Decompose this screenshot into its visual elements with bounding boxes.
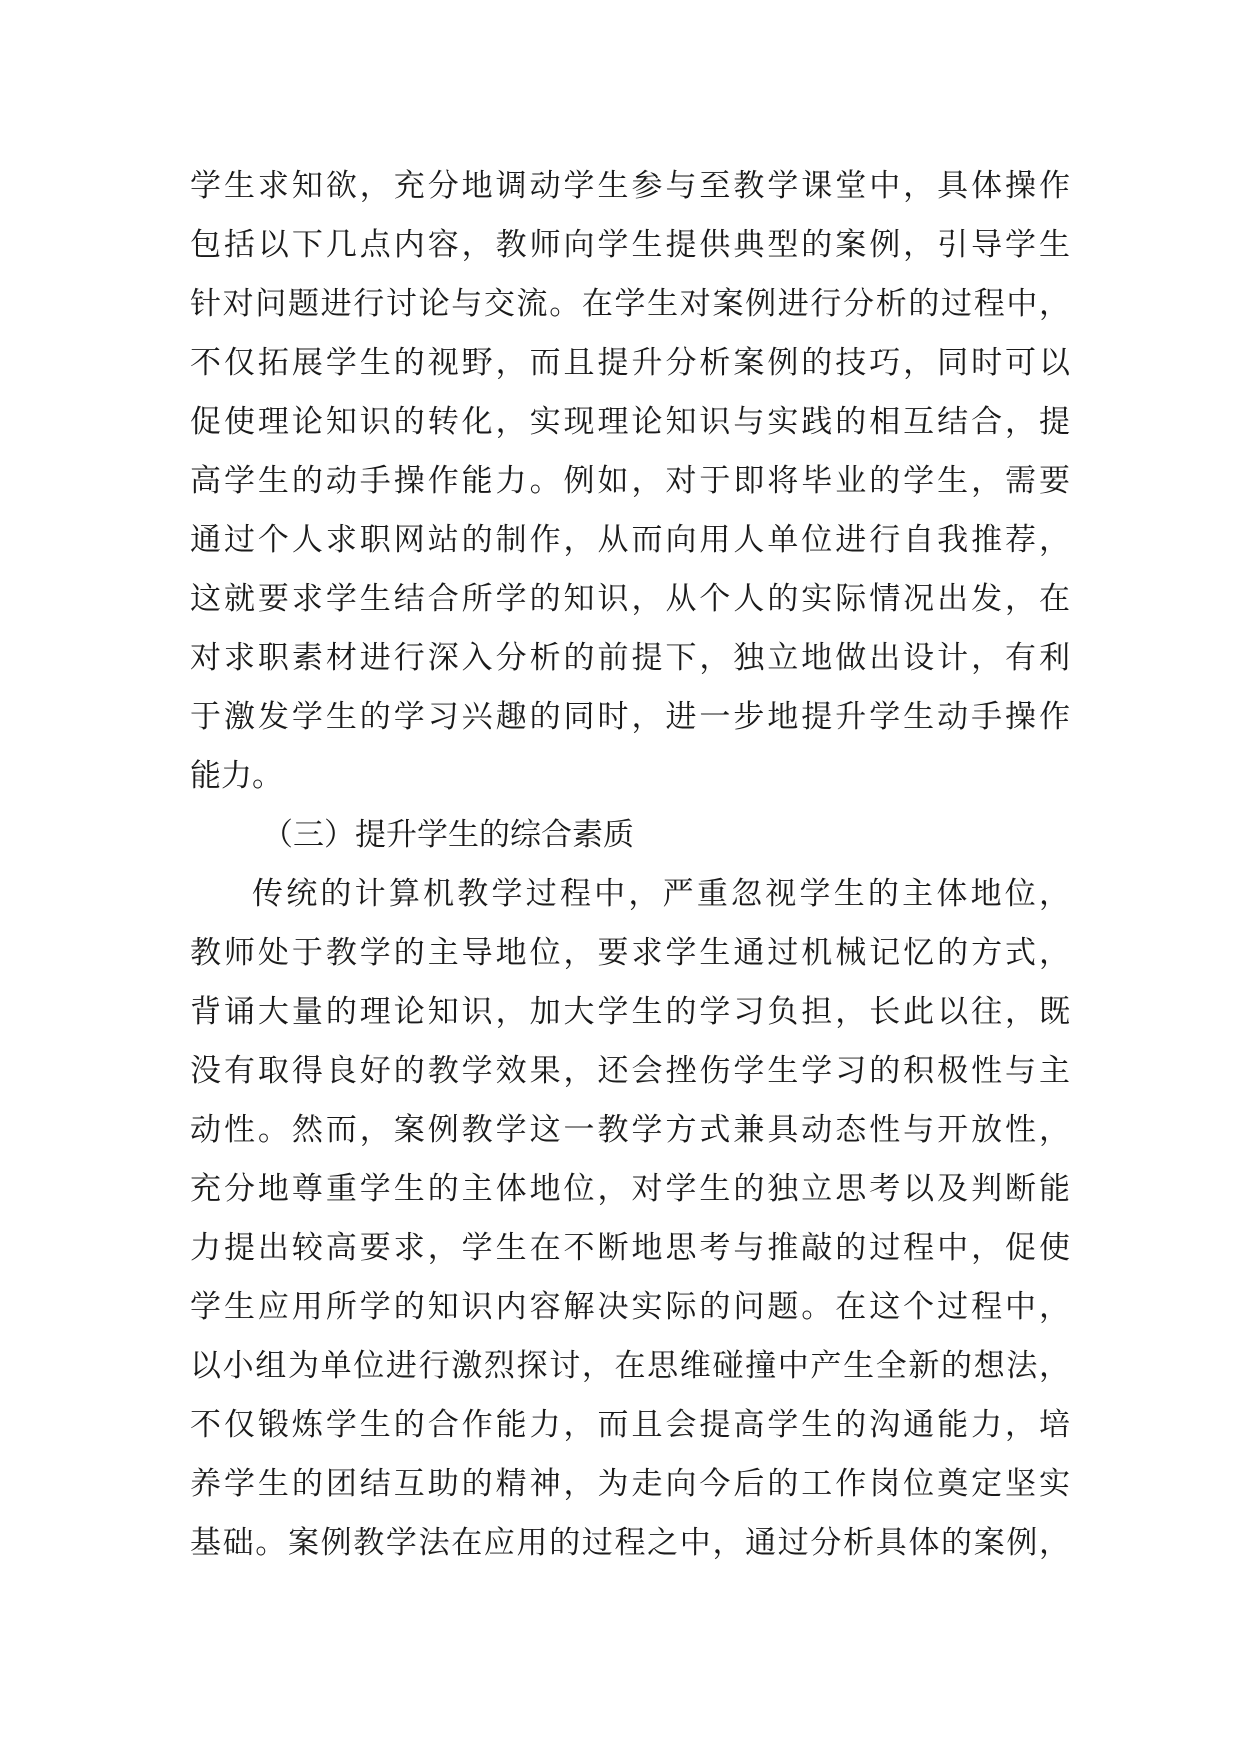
section-heading: （三）提升学生的综合素质 [262,817,634,853]
body-text [190,157,1070,1573]
paragraph-1-line-6: 高学生的动手操作能力。例如，对于即将毕业的学生，需要 [190,463,1070,499]
paragraph-2-line-4: 没有取得良好的教学效果，还会挫伤学生学习的积极性与主 [190,1053,1070,1089]
paragraph-2-line-6: 充分地尊重学生的主体地位，对学生的独立思考以及判断能 [190,1171,1070,1207]
paragraph-2-line-7: 力提出较高要求，学生在不断地思考与推敲的过程中，促使 [190,1230,1070,1266]
paragraph-2-line-1: 传统的计算机教学过程中，严重忽视学生的主体地位， [252,876,1070,912]
paragraph-2-line-2: 教师处于教学的主导地位，要求学生通过机械记忆的方式， [190,935,1070,971]
paragraph-1-line-7: 通过个人求职网站的制作，从而向用人单位进行自我推荐， [190,522,1070,558]
paragraph-1-line-2: 包括以下几点内容，教师向学生提供典型的案例，引导学生 [190,227,1070,263]
paragraph-1-line-10: 于激发学生的学习兴趣的同时，进一步地提升学生动手操作 [190,699,1070,735]
paragraph-2-line-8: 学生应用所学的知识内容解决实际的问题。在这个过程中， [190,1289,1070,1325]
paragraph-1-line-5: 促使理论知识的转化，实现理论知识与实践的相互结合，提 [190,404,1070,440]
paragraph-2-line-11: 养学生的团结互助的精神，为走向今后的工作岗位奠定坚实 [190,1466,1070,1502]
paragraph-1-line-1: 学生求知欲，充分地调动学生参与至教学课堂中，具体操作 [190,168,1070,204]
paragraph-1-line-4: 不仅拓展学生的视野，而且提升分析案例的技巧，同时可以 [190,345,1070,381]
paragraph-2-line-3: 背诵大量的理论知识，加大学生的学习负担，长此以往，既 [190,994,1070,1030]
paragraph-1-line-11: 能力。 [190,758,283,794]
paragraph-1-line-8: 这就要求学生结合所学的知识，从个人的实际情况出发，在 [190,581,1070,617]
paragraph-2-line-5: 动性。然而，案例教学这一教学方式兼具动态性与开放性， [190,1112,1070,1148]
paragraph-1-line-9: 对求职素材进行深入分析的前提下，独立地做出设计，有利 [190,640,1070,676]
paragraph-2-line-9: 以小组为单位进行激烈探讨，在思维碰撞中产生全新的想法， [190,1348,1070,1384]
paragraph-1-line-3: 针对问题进行讨论与交流。在学生对案例进行分析的过程中， [190,286,1070,322]
paragraph-2-line-12: 基础。案例教学法在应用的过程之中，通过分析具体的案例， [190,1525,1070,1561]
paragraph-2-line-10: 不仅锻炼学生的合作能力，而且会提高学生的沟通能力，培 [190,1407,1070,1443]
